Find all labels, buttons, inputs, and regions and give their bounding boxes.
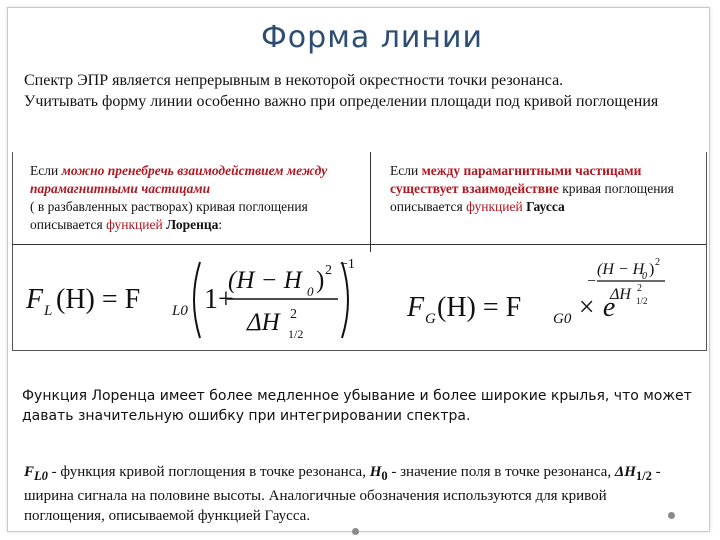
gauss-description: Если между парамагнитными частицами существует взаимодействие кривая поглощения описывается функцией Гаусса — [390, 163, 674, 214]
lorentz-name: Лоренца — [166, 217, 219, 232]
svg-text:): ) — [649, 261, 655, 278]
svg-text:(H) = F: (H) = F — [56, 284, 141, 315]
svg-text:× e: × e — [577, 292, 616, 323]
lorentz-note: Функция Лоренца имеет более медленное убывание и более широкие крылья, что может давать значительную ошибку при интегрировании спектра. — [22, 388, 692, 424]
svg-text:G: G — [425, 311, 436, 327]
lorentz-formula — [22, 252, 362, 344]
svg-text:1/2: 1/2 — [636, 296, 648, 306]
slide-dot-bottom — [352, 528, 359, 535]
svg-text:): ) — [316, 267, 325, 294]
svg-text:G0: G0 — [553, 311, 572, 327]
gauss-formula — [405, 252, 695, 344]
svg-text:0: 0 — [307, 284, 314, 299]
svg-text:ΔH: ΔH — [247, 309, 280, 336]
slide-dot-right — [668, 512, 675, 519]
divider-vertical — [370, 152, 371, 252]
svg-text:(H − H: (H − H — [228, 267, 302, 294]
gauss-condition: между парамагнитными частицами существует взаимодействие — [390, 163, 642, 196]
definitions: $F_{L0}$ - функция кривой поглощения в точке резонанса, $H_0$ - значение поля в точке резонанса, $\Delta H_{1/2}$ - ширина сигнала на половине высоты. Аналогичные обозначения используются для кривой поглощения, описываемой функцией Гаусса. — [24, 464, 661, 524]
svg-text:2: 2 — [655, 257, 660, 268]
svg-text:L: L — [44, 303, 53, 319]
svg-text:1/2: 1/2 — [288, 327, 304, 341]
svg-text:2: 2 — [637, 283, 642, 294]
divider-horizontal — [12, 244, 706, 245]
slide-title: Форма линии — [260, 20, 484, 55]
svg-text:F: F — [26, 284, 44, 315]
svg-text:0: 0 — [642, 271, 647, 282]
svg-text:F: F — [407, 292, 425, 323]
lorentz-description: Если можно пренебречь взаимодействием между парамагнитными частицами ( в разбавленных растворах) кривая поглощения описывается функцией Лоренца: — [30, 163, 328, 232]
lorentz-condition: можно пренебречь взаимодействием между парамагнитными частицами — [30, 163, 328, 196]
intro-line-1: Спектр ЭПР является непрерывным в некоторой окрестности точки резонанса. — [24, 72, 564, 89]
intro-line-2: Учитывать форму линии особенно важно при определении площади под кривой поглощения — [24, 93, 659, 110]
svg-text:2: 2 — [290, 307, 297, 322]
gauss-name: Гаусса — [526, 199, 565, 214]
svg-text:1+: 1+ — [204, 284, 234, 315]
svg-text:−1: −1 — [340, 257, 355, 272]
intro-text — [24, 70, 696, 112]
svg-text:−: − — [587, 273, 597, 290]
svg-text:(H) = F: (H) = F — [437, 292, 522, 323]
svg-text:2: 2 — [325, 263, 332, 278]
svg-text:(H − H: (H − H — [597, 261, 645, 278]
svg-text:L0: L0 — [172, 303, 188, 319]
svg-text:ΔH: ΔH — [610, 286, 631, 303]
